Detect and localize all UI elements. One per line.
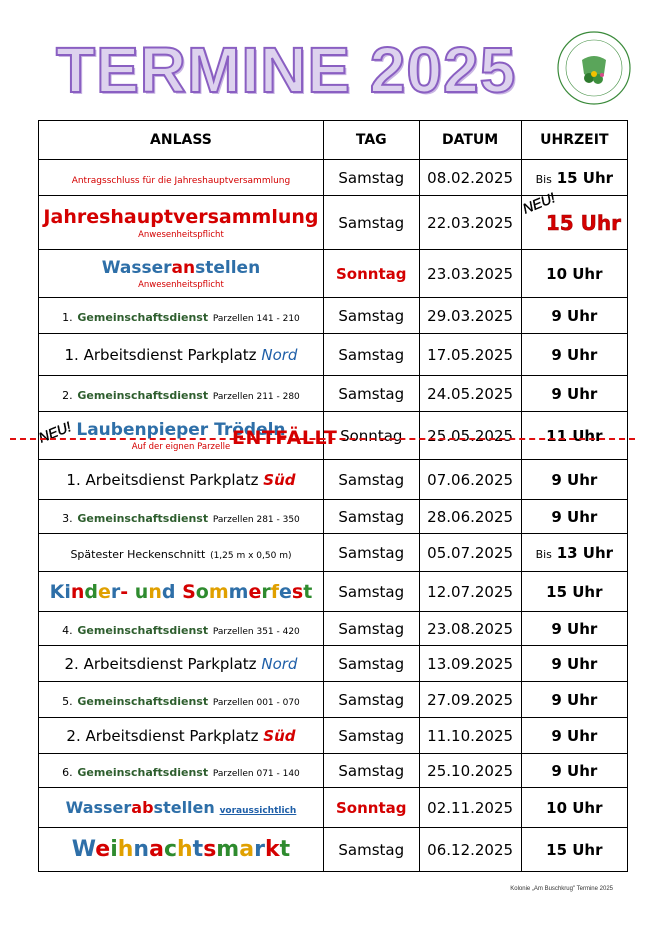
event-letter: n bbox=[133, 837, 150, 862]
date-cell: 25.05.2025 bbox=[419, 412, 521, 460]
event-letter: S bbox=[182, 580, 196, 603]
table-row bbox=[39, 718, 628, 754]
table-row bbox=[39, 500, 628, 534]
time-cell: 11 Uhr bbox=[521, 412, 627, 460]
event-cell: 1. Arbeitsdienst Parkplatz Süd bbox=[39, 460, 324, 500]
day-cell: Samstag bbox=[323, 160, 419, 196]
new-badge: NEU! bbox=[36, 418, 74, 446]
event-letter: m bbox=[216, 837, 240, 862]
table-row bbox=[39, 828, 628, 872]
table-row bbox=[39, 298, 628, 334]
day-cell: Samstag bbox=[323, 196, 419, 250]
header-anlass: ANLASS bbox=[39, 121, 324, 160]
time-cell: Bis 13 Uhr bbox=[521, 534, 627, 572]
time-cell: 9 Uhr bbox=[521, 718, 627, 754]
time-value: 15 Uhr bbox=[556, 168, 614, 187]
date-cell: 23.08.2025 bbox=[419, 612, 521, 646]
table-row bbox=[39, 250, 628, 298]
event-letter: a bbox=[239, 837, 255, 862]
event-cell: 2. Arbeitsdienst Parkplatz Süd bbox=[39, 718, 324, 754]
day-cell: Samstag bbox=[323, 718, 419, 754]
event-letter: Ki bbox=[49, 580, 71, 603]
event-letter: W bbox=[71, 837, 96, 862]
time-value: 15 Uhr bbox=[545, 210, 621, 235]
table-row bbox=[39, 460, 628, 500]
day-cell: Samstag bbox=[323, 460, 419, 500]
day-cell: Sonntag bbox=[323, 250, 419, 298]
day-cell: Samstag bbox=[323, 534, 419, 572]
date-cell: 07.06.2025 bbox=[419, 460, 521, 500]
day-cell: Samstag bbox=[323, 754, 419, 788]
day-cell: Samstag bbox=[323, 376, 419, 412]
day-cell: Samstag bbox=[323, 500, 419, 534]
event-cell: 2. Gemeinschaftsdienst Parzellen 211 - 280 bbox=[39, 376, 324, 412]
event-letter: s bbox=[291, 580, 304, 603]
event-letter: t bbox=[192, 837, 204, 862]
time-cell: 9 Uhr bbox=[521, 500, 627, 534]
date-cell: 12.07.2025 bbox=[419, 572, 521, 612]
time-prefix: Bis bbox=[535, 172, 552, 186]
event-sub: Anwesenheitspflicht bbox=[138, 229, 224, 240]
event-cell: 6. Gemeinschaftsdienst Parzellen 071 - 140 bbox=[39, 754, 324, 788]
event-letter: d bbox=[84, 580, 99, 603]
event-cell: Wasserabstellen voraussichtlich bbox=[39, 788, 324, 828]
event-label bbox=[50, 581, 313, 603]
time-cell: 9 Uhr bbox=[521, 460, 627, 500]
time-cell: 9 Uhr bbox=[521, 612, 627, 646]
event-letter: e bbox=[248, 580, 262, 603]
time-cell: 10 Uhr bbox=[521, 788, 627, 828]
event-letter: t bbox=[303, 580, 313, 603]
event-sub: Auf der eignen Parzelle bbox=[131, 441, 231, 452]
date-cell: 24.05.2025 bbox=[419, 376, 521, 412]
club-logo bbox=[556, 30, 632, 106]
event-letter: - bbox=[120, 580, 135, 603]
time-cell: 9 Uhr bbox=[521, 298, 627, 334]
event-cell bbox=[39, 828, 324, 872]
date-cell: 28.06.2025 bbox=[419, 500, 521, 534]
header-tag: TAG bbox=[323, 121, 419, 160]
date-cell: 22.03.2025 bbox=[419, 196, 521, 250]
table-row bbox=[39, 534, 628, 572]
event-letter: t bbox=[279, 837, 291, 862]
time-cell: 15 Uhr bbox=[521, 572, 627, 612]
date-cell: 29.03.2025 bbox=[419, 298, 521, 334]
event-cell: 1. Gemeinschaftsdienst Parzellen 141 - 210 bbox=[39, 298, 324, 334]
event-letter: r bbox=[110, 580, 121, 603]
cancel-label: ENTFÄLLT bbox=[232, 427, 338, 449]
time-cell: 9 Uhr bbox=[521, 754, 627, 788]
event-letter: r bbox=[254, 837, 265, 862]
date-cell: 08.02.2025 bbox=[419, 160, 521, 196]
event-cell: 2. Arbeitsdienst Parkplatz Nord bbox=[39, 646, 324, 682]
event-cell bbox=[39, 160, 324, 196]
event-letter: n bbox=[148, 580, 162, 603]
new-badge: NEU! bbox=[520, 189, 558, 217]
table-row bbox=[39, 646, 628, 682]
date-cell: 27.09.2025 bbox=[419, 682, 521, 718]
event-label: Antragsschluss für die Jahreshauptversammlung bbox=[71, 175, 291, 186]
header-uhrzeit: UHRZEIT bbox=[521, 121, 627, 160]
event-label bbox=[72, 837, 290, 862]
event-letter: o bbox=[195, 580, 209, 603]
event-cell: 1. Arbeitsdienst Parkplatz Nord bbox=[39, 334, 324, 376]
time-cell: 9 Uhr bbox=[521, 334, 627, 376]
date-cell: 11.10.2025 bbox=[419, 718, 521, 754]
table-row bbox=[39, 612, 628, 646]
event-letter: e bbox=[279, 580, 292, 603]
event-letter: m bbox=[228, 580, 249, 603]
event-label: Jahreshauptversammlung bbox=[43, 205, 319, 228]
day-cell: Samstag bbox=[323, 612, 419, 646]
event-note: voraussichtlich bbox=[219, 806, 297, 816]
table-row bbox=[39, 788, 628, 828]
table-header-row bbox=[39, 121, 628, 160]
schedule-table bbox=[38, 120, 628, 872]
event-letter: k bbox=[264, 837, 280, 862]
time-cell: 10 Uhr bbox=[521, 250, 627, 298]
event-letter: r bbox=[261, 580, 271, 603]
event-letter: u bbox=[134, 580, 149, 603]
event-letter: d bbox=[161, 580, 183, 603]
event-letter: s bbox=[203, 837, 217, 862]
header-datum: DATUM bbox=[419, 121, 521, 160]
table-row bbox=[39, 682, 628, 718]
day-cell: Samstag bbox=[323, 682, 419, 718]
date-cell: 05.07.2025 bbox=[419, 534, 521, 572]
event-cell bbox=[39, 196, 324, 250]
event-cell bbox=[39, 572, 324, 612]
event-letter: e bbox=[95, 837, 111, 862]
day-cell: Samstag bbox=[323, 298, 419, 334]
date-cell: 17.05.2025 bbox=[419, 334, 521, 376]
table-row bbox=[39, 572, 628, 612]
event-label: Laubenpieper Trödeln bbox=[76, 419, 286, 440]
day-cell: Samstag bbox=[323, 334, 419, 376]
event-letter: c bbox=[163, 837, 177, 862]
event-label: Wasseranstellen bbox=[101, 257, 261, 278]
event-letter: i bbox=[110, 837, 118, 862]
event-letter: e bbox=[98, 580, 111, 603]
day-cell: Samstag bbox=[323, 646, 419, 682]
time-cell: 9 Uhr bbox=[521, 646, 627, 682]
event-letter: h bbox=[176, 837, 193, 862]
day-cell: Sonntag bbox=[323, 788, 419, 828]
date-cell: 02.11.2025 bbox=[419, 788, 521, 828]
table-row bbox=[39, 376, 628, 412]
event-cell: Spätester Heckenschnitt (1,25 m x 0,50 m) bbox=[39, 534, 324, 572]
date-cell: 23.03.2025 bbox=[419, 250, 521, 298]
event-letter: h bbox=[117, 837, 134, 862]
event-cell bbox=[39, 250, 324, 298]
date-cell: 13.09.2025 bbox=[419, 646, 521, 682]
time-cell: 9 Uhr bbox=[521, 376, 627, 412]
day-cell: Sonntag bbox=[323, 412, 419, 460]
event-cell: 5. Gemeinschaftsdienst Parzellen 001 - 070 bbox=[39, 682, 324, 718]
date-cell: 25.10.2025 bbox=[419, 754, 521, 788]
table-row bbox=[39, 160, 628, 196]
event-cell: 3. Gemeinschaftsdienst Parzellen 281 - 350 bbox=[39, 500, 324, 534]
time-cell bbox=[521, 160, 627, 196]
footer-note: Kolonie „Am Buschkrug" Termine 2025 bbox=[510, 886, 613, 892]
table-row bbox=[39, 334, 628, 376]
page-title: TERMINE 2025 bbox=[56, 34, 517, 106]
day-cell: Samstag bbox=[323, 572, 419, 612]
table-row bbox=[39, 754, 628, 788]
time-cell: 9 Uhr bbox=[521, 682, 627, 718]
event-letter: n bbox=[70, 580, 85, 603]
date-cell: 06.12.2025 bbox=[419, 828, 521, 872]
event-sub: Anwesenheitspflicht bbox=[138, 279, 224, 290]
event-letter: m bbox=[208, 580, 229, 603]
day-cell: Samstag bbox=[323, 828, 419, 872]
event-cell: 4. Gemeinschaftsdienst Parzellen 351 - 420 bbox=[39, 612, 324, 646]
time-cell: 15 Uhr bbox=[521, 828, 627, 872]
event-letter: f bbox=[270, 580, 279, 603]
event-letter: a bbox=[149, 837, 164, 862]
